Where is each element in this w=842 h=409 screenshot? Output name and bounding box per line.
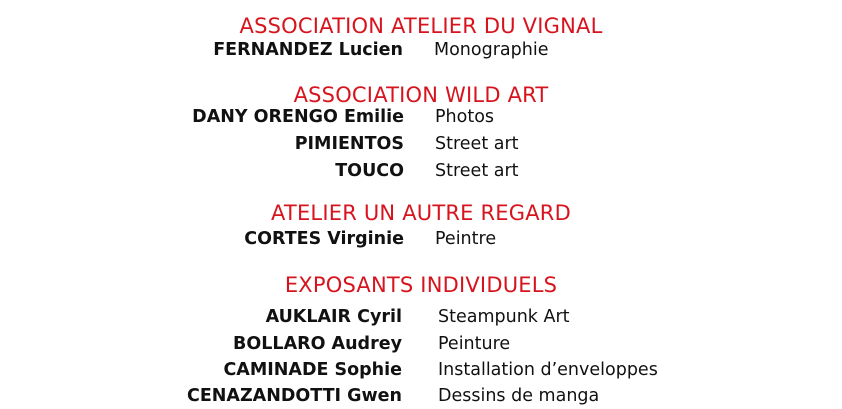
exhibitor-discipline: Photos xyxy=(435,107,495,127)
exhibitor-name: AUKLAIR Cyril xyxy=(265,307,402,327)
exhibitor-discipline: Street art xyxy=(435,161,519,181)
exhibitor-name: FERNANDEZ Lucien xyxy=(213,40,403,60)
exhibitor-row xyxy=(0,331,842,357)
exhibitor-discipline: Peintre xyxy=(435,229,497,249)
exhibitor-row xyxy=(0,158,842,184)
exhibitor-name: TOUCO xyxy=(335,161,404,181)
exhibitor-discipline: Steampunk Art xyxy=(438,307,570,327)
exhibitor-row xyxy=(0,226,842,252)
exhibitor-name: PIMIENTOS xyxy=(294,134,404,154)
exhibitor-name: CENAZANDOTTI Gwen xyxy=(186,386,402,406)
exhibitor-discipline: Peinture xyxy=(438,334,511,354)
exhibitor-row xyxy=(0,131,842,157)
exhibitor-row xyxy=(0,357,842,383)
section-title-exposants-individuels: EXPOSANTS INDIVIDUELS xyxy=(284,273,558,297)
exhibitor-discipline: Street art xyxy=(435,134,519,154)
exhibitor-row xyxy=(0,383,842,409)
exhibitor-name: BOLLARO Audrey xyxy=(233,334,402,354)
exhibitor-name: CORTES Virginie xyxy=(244,229,404,249)
exhibitor-name: CAMINADE Sophie xyxy=(223,360,402,380)
exhibitor-discipline: Dessins de manga xyxy=(438,386,600,406)
section-title-atelier-du-vignal: ASSOCIATION ATELIER DU VIGNAL xyxy=(239,14,603,38)
exhibitor-row xyxy=(0,304,842,330)
exhibitor-row xyxy=(0,37,842,63)
exhibitor-discipline: Installation d’enveloppes xyxy=(438,360,658,380)
section-title-un-autre-regard: ATELIER UN AUTRE REGARD xyxy=(271,201,571,225)
exhibitor-row xyxy=(0,104,842,130)
section-title-wild-art: ASSOCIATION WILD ART xyxy=(293,83,549,107)
exhibitor-name: DANY ORENGO Emilie xyxy=(192,107,404,127)
exhibitor-discipline: Monographie xyxy=(434,40,549,60)
